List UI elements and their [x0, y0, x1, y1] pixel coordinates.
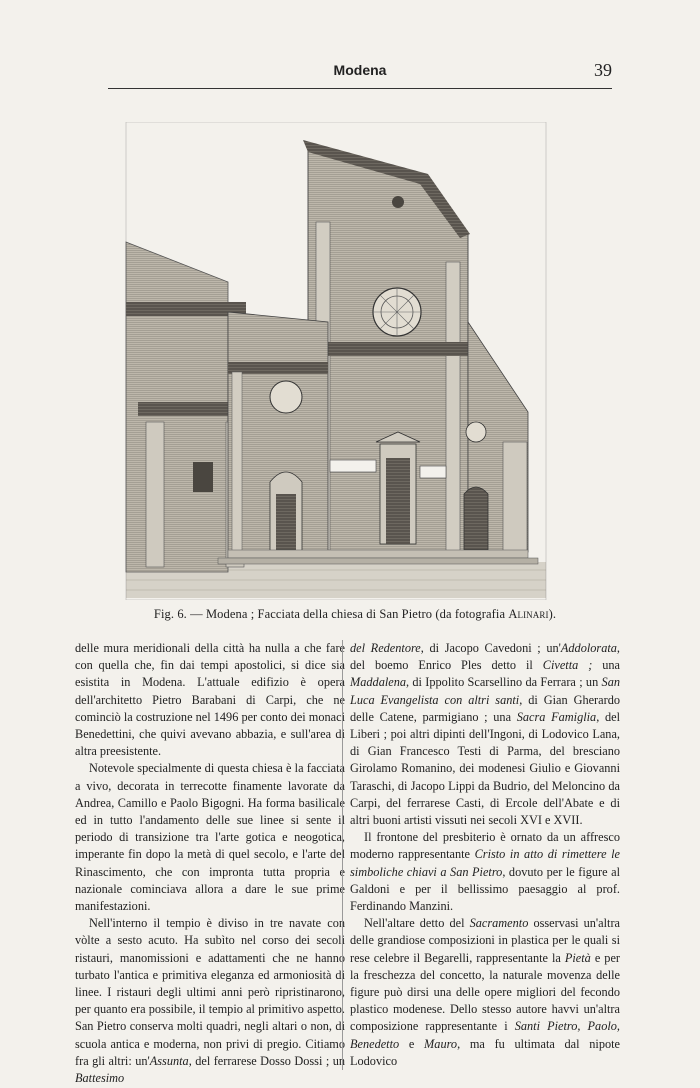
- paragraph-fresco: Il frontone del presbiterio è ornato da un affresco moderno rappresentante Cristo in atto di rimettere le simboliche chiavi a San Pietro, dovuto per le figure al Galdoni e per il bellissimo paesaggio al prof. Ferdinando Manzini.: [350, 830, 620, 914]
- paragraph-sacramento: Nell'altare detto del Sacramento osservasi un'altra delle grandiose composizioni in plastica per le quali si rese celebre il Begarelli, rappresentante la Pietà e per la freschezza del concetto, la naturale movenza delle figure può dirsi una delle opere migliori del fecondo plastico modenese. Dello stesso autore havvi un'altra composizione rappresentante i Santi Pietro, Paolo, Benedetto e Mauro, ma fu ultimata dal nipote Lodovico: [350, 916, 620, 1068]
- church-facade-engraving: [108, 122, 548, 600]
- left-column: [75, 640, 345, 1087]
- column-divider: [342, 640, 343, 1070]
- page-number: 39: [594, 60, 612, 80]
- caption-text: Fig. 6. — Modena ; Facciata della chiesa di San Pietro (da fotografia: [153, 607, 509, 621]
- paragraph-interior: Nell'interno il tempio è diviso in tre navate con vòlte a sesto acuto. Ha subìto nel corso dei secoli ristauri, manomissioni e adattamenti che ne hanno turbato l'antica e primitiva eleganza ed armoniosità di linee. I ristauri degli ultimi anni però ripristinarono, per quanto era possibile, il tempio al primitivo aspetto. San Pietro conserva molti quadri, negli altari o non, di scuola antica e moderna, non privi di pregio. Citiamo fra gli altri: un'Assunta, del ferrarese Dosso Dossi ; un Battesimo: [75, 916, 345, 1086]
- figure-caption: [90, 607, 620, 622]
- right-column: [350, 640, 620, 1070]
- caption-end: ).: [548, 607, 557, 621]
- paragraph-paintings: del Redentore, di Jacopo Cavedoni ; un'Addolorata, del boemo Enrico Ples detto il Civetta ; una Maddalena, di Ippolito Scarsellino da Ferrara ; un San Luca Evangelista con altri santi, di Gian Gherardo delle Catene, parmigiano ; una Sacra Famiglia, del Liberi ; poi altri dipinti dell'Ingoni, di Lodovico Lana, di Gian Francesco Testi di Parma, del bresciano Girolamo Romanino, dei modenesi Giulio e Giovanni Taraschi, di Jacopo Lippi da Budrio, del Meloncino da Carpi, del ferrarese Casti, di Ercole dell'Abate e di altri buoni artisti vissuti nei secoli XVI e XVII.: [350, 641, 620, 828]
- running-header: [108, 60, 612, 89]
- paragraph-origin: delle mura meridionali della città ha nulla a che fare con quella che, fin dai tempi apostolici, si dice sia esistita in Modena. L'attuale edifizio è opera dell'architetto Pietro Barabani di Carpi, che ne cominciò la costruzione nel 1496 per conto dei monaci Benedettini, che quivi avevano abbazia, e sull'area di altra preesistente.: [75, 641, 345, 759]
- running-title: Modena: [333, 62, 387, 78]
- paragraph-facade: Notevole specialmente di questa chiesa è la facciata a vivo, decorata in terrecotte finamente lavorate da Andrea, Camillo e Paolo Bigogni. Ha forma basilicale ed in tutto l'andamento delle sue linee si sente il periodo di transizione tra l'arte gotica e neogotica, imperante fin dopo la metà di quel secolo, e l'arte del Rinascimento, che con impronta tutta propria e nazionale cominciava allora a dare le sue prime manifestazioni.: [75, 761, 345, 914]
- caption-credit: Alinari: [508, 607, 549, 621]
